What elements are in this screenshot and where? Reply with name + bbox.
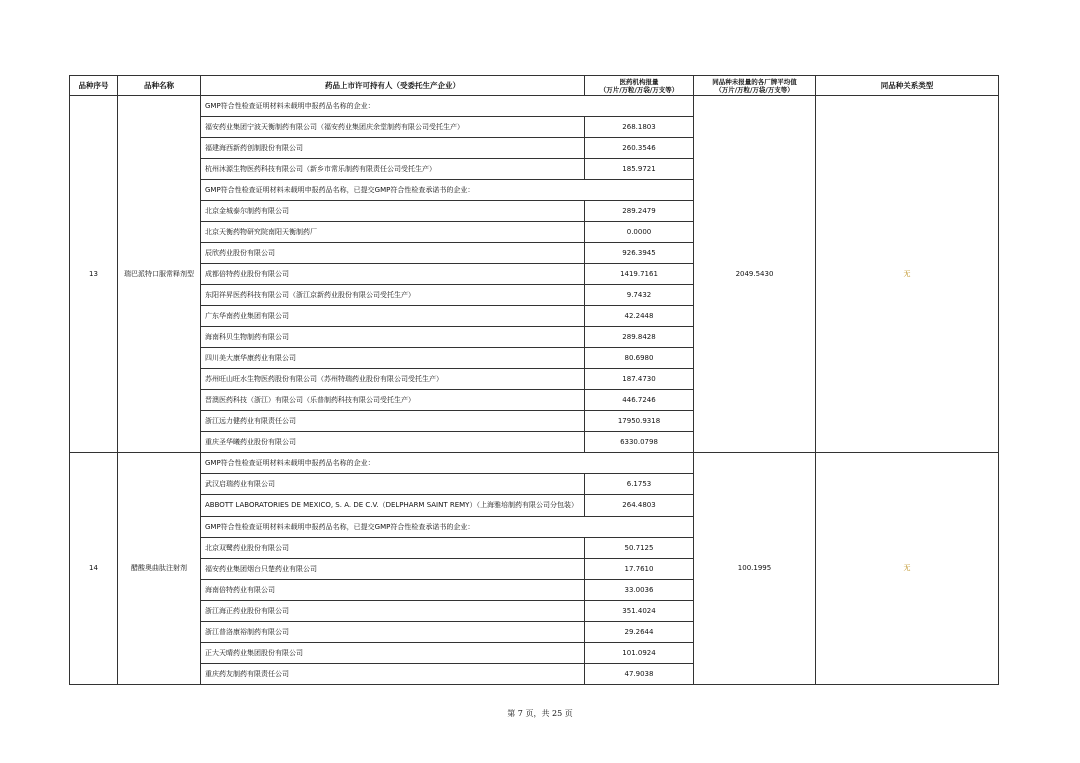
volume-cell: 185.9721 [585, 159, 694, 180]
volume-cell: 17.7610 [585, 559, 694, 580]
holder-cell: 浙江远力健药业有限责任公司 [201, 411, 585, 432]
holder-cell: 福安药业集团宁波天衡制药有限公司（福安药业集团庆余堂制药有限公司受托生产） [201, 117, 585, 138]
holder-cell: 福安药业集团烟台只楚药业有限公司 [201, 559, 585, 580]
section-row [70, 453, 999, 474]
holder-cell: 北京天衡药物研究院南阳天衡制药厂 [201, 222, 585, 243]
volume-cell: 6.1753 [585, 474, 694, 495]
holder-cell: 辰欣药业股份有限公司 [201, 243, 585, 264]
volume-cell: 926.3945 [585, 243, 694, 264]
holder-cell: 福建海西新药创制股份有限公司 [201, 138, 585, 159]
holder-cell: 东阳祥昇医药科技有限公司（浙江京新药业股份有限公司受托生产） [201, 285, 585, 306]
volume-cell: 101.0924 [585, 643, 694, 664]
volume-cell: 264.4803 [585, 495, 694, 517]
header-relation: 同品种关系类型 [816, 76, 999, 96]
group-name: 醋酸奥曲肽注射剂 [118, 453, 201, 685]
group-seq: 13 [70, 96, 118, 453]
holder-cell: 正大天晴药业集团股份有限公司 [201, 643, 585, 664]
volume-cell: 80.6980 [585, 348, 694, 369]
volume-cell: 6330.0798 [585, 432, 694, 453]
volume-cell: 17950.9318 [585, 411, 694, 432]
volume-cell: 42.2448 [585, 306, 694, 327]
header-name: 品种名称 [118, 76, 201, 96]
holder-cell: 晋澳医药科技（浙江）有限公司（乐普制药科技有限公司受托生产） [201, 390, 585, 411]
holder-cell: 武汉启瑞药业有限公司 [201, 474, 585, 495]
header-row [70, 76, 999, 96]
volume-cell: 289.2479 [585, 201, 694, 222]
table-body [70, 96, 999, 685]
holder-cell: 苏州旺山旺水生物医药股份有限公司（苏州特瑞药业股份有限公司受托生产） [201, 369, 585, 390]
holder-cell: 四川美大康华康药业有限公司 [201, 348, 585, 369]
volume-cell: 260.3546 [585, 138, 694, 159]
holder-cell: 广东华南药业集团有限公司 [201, 306, 585, 327]
drug-volume-table [69, 75, 999, 685]
holder-cell: 杭州沐源生物医药科技有限公司（新乡市常乐制药有限责任公司受托生产） [201, 159, 585, 180]
volume-cell: 1419.7161 [585, 264, 694, 285]
header-volume: 医药机构报量 （万片/万粒/万袋/万支等） [585, 76, 694, 96]
volume-cell: 29.2644 [585, 622, 694, 643]
holder-cell: 北京双鹭药业股份有限公司 [201, 538, 585, 559]
page-footer: 第 7 页，共 25 页 [507, 709, 573, 718]
holder-cell: 重庆药友制药有限责任公司 [201, 664, 585, 685]
holder-cell: 成都倍特药业股份有限公司 [201, 264, 585, 285]
header-holder: 药品上市许可持有人（受委托生产企业） [201, 76, 585, 96]
section-label: GMP符合性检查证明材料未载明申报药品名称，已提交GMP符合性检查承诺书的企业： [201, 517, 694, 538]
volume-cell: 9.7432 [585, 285, 694, 306]
holder-cell: 浙江海正药业股份有限公司 [201, 601, 585, 622]
volume-cell: 446.7246 [585, 390, 694, 411]
group-avg: 2049.5430 [694, 96, 816, 453]
volume-cell: 289.8428 [585, 327, 694, 348]
group-relation: 无 [816, 453, 999, 685]
header-avg: 同品种未报量的各厂牌平均值 （万片/万粒/万袋/万支等） [694, 76, 816, 96]
header-seq: 品种序号 [70, 76, 118, 96]
group-relation: 无 [816, 96, 999, 453]
section-label: GMP符合性检查证明材料未载明申报药品名称的企业： [201, 96, 694, 117]
section-label: GMP符合性检查证明材料未载明申报药品名称，已提交GMP符合性检查承诺书的企业： [201, 180, 694, 201]
volume-cell: 50.7125 [585, 538, 694, 559]
volume-cell: 33.0036 [585, 580, 694, 601]
volume-cell: 351.4024 [585, 601, 694, 622]
volume-cell: 187.4730 [585, 369, 694, 390]
holder-cell: 海南倍特药业有限公司 [201, 580, 585, 601]
volume-cell: 268.1803 [585, 117, 694, 138]
group-seq: 14 [70, 453, 118, 685]
section-row [70, 96, 999, 117]
holder-cell: 北京金城泰尔制药有限公司 [201, 201, 585, 222]
holder-cell: 重庆圣华曦药业股份有限公司 [201, 432, 585, 453]
section-label: GMP符合性检查证明材料未载明申报药品名称的企业： [201, 453, 694, 474]
holder-cell: ABBOTT LABORATORIES DE MEXICO, S. A. DE C.V.（DELPHARM SAINT REMY）（上海雅培制药有限公司分包装） [201, 495, 585, 517]
group-avg: 100.1995 [694, 453, 816, 685]
volume-cell: 47.9038 [585, 664, 694, 685]
holder-cell: 海南科贝生物制药有限公司 [201, 327, 585, 348]
group-name: 瑞巴派特口服常释剂型 [118, 96, 201, 453]
holder-cell: 浙江普洛康裕制药有限公司 [201, 622, 585, 643]
volume-cell: 0.0000 [585, 222, 694, 243]
